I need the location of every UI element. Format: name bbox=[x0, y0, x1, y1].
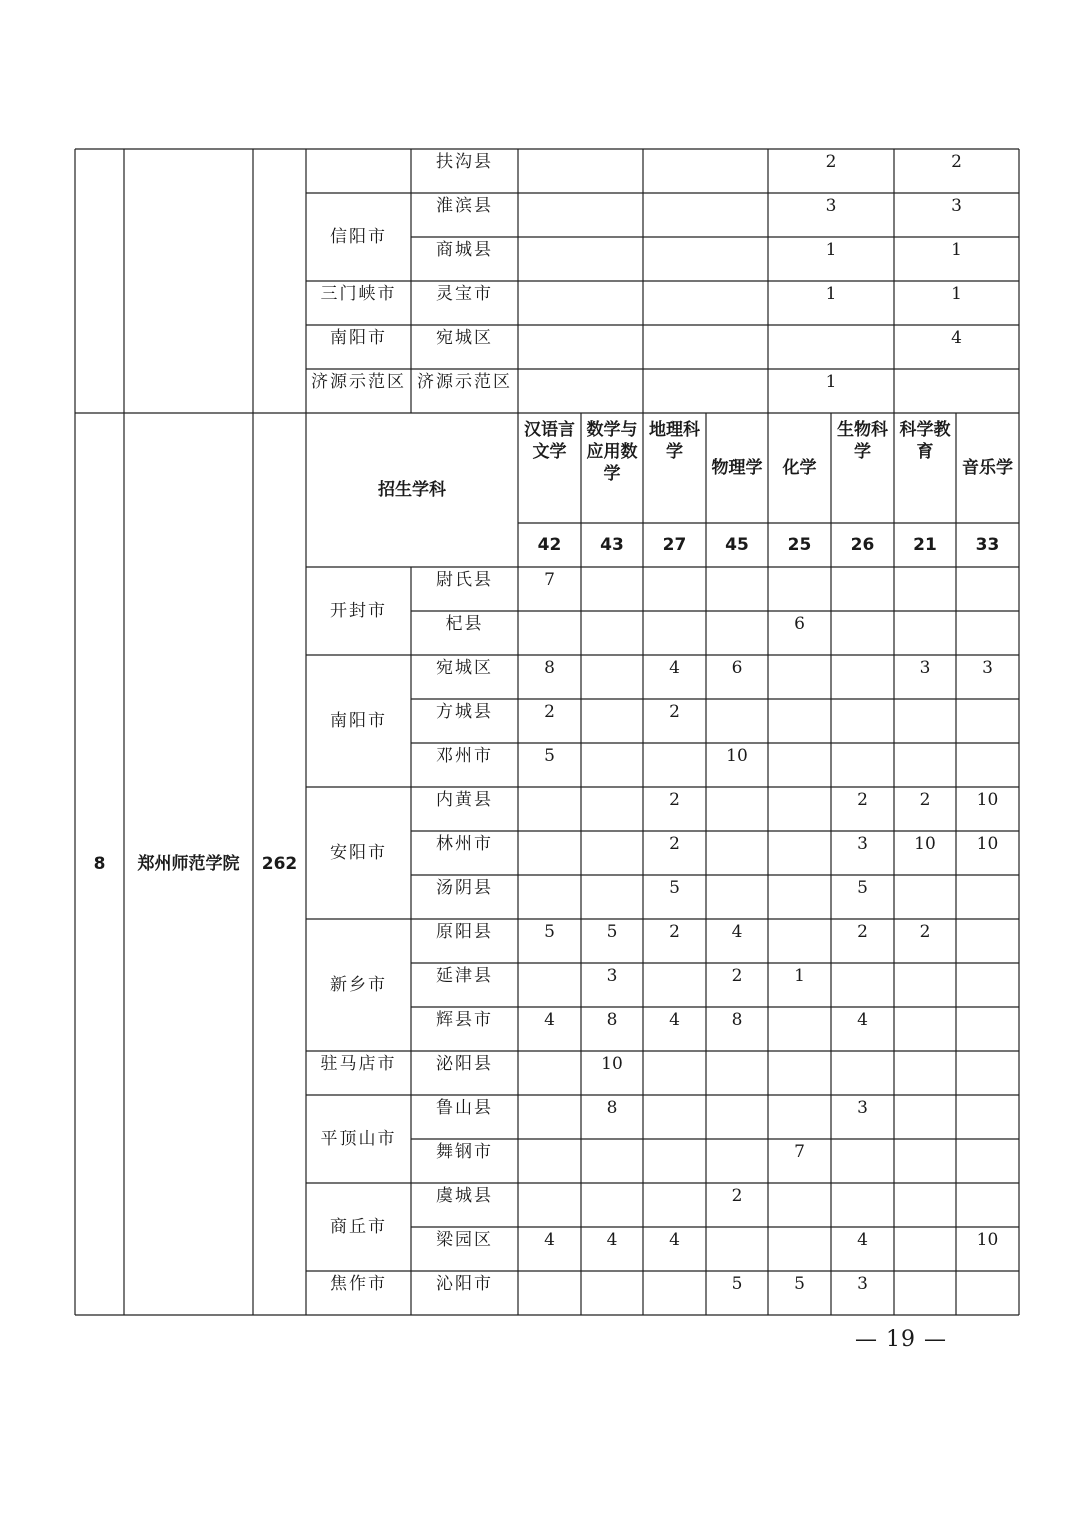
county-cell: 汤阴县 bbox=[436, 878, 493, 898]
value-cell bbox=[581, 1183, 643, 1227]
value-cell: 3 bbox=[982, 658, 993, 678]
value-cell bbox=[894, 611, 956, 655]
subject-header: 化学 bbox=[782, 458, 817, 478]
value-cell: 10 bbox=[976, 834, 999, 854]
value-cell bbox=[956, 743, 1019, 787]
value-cell: 2 bbox=[857, 922, 868, 942]
value-cell: 10 bbox=[601, 1054, 623, 1074]
value-cell: 10 bbox=[976, 790, 999, 810]
value-cell: 4 bbox=[669, 1010, 680, 1030]
value-cell: 4 bbox=[606, 1230, 618, 1250]
value-cell: 2 bbox=[825, 152, 837, 172]
value-cell bbox=[518, 611, 581, 655]
value-cell bbox=[894, 1183, 956, 1227]
value-cell: 2 bbox=[669, 790, 680, 810]
value-cell bbox=[581, 1271, 643, 1315]
value-cell bbox=[518, 281, 643, 325]
county-cell: 鲁山县 bbox=[436, 1098, 493, 1118]
value-cell bbox=[706, 831, 768, 875]
value-cell: 1 bbox=[825, 240, 837, 260]
county-cell: 舞钢市 bbox=[436, 1142, 493, 1162]
value-cell: 6 bbox=[731, 658, 743, 678]
value-cell bbox=[768, 1095, 831, 1139]
value-cell: 3 bbox=[857, 834, 868, 854]
subject-total: 43 bbox=[600, 535, 624, 555]
value-cell bbox=[706, 699, 768, 743]
value-cell: 3 bbox=[606, 966, 618, 986]
value-cell: 2 bbox=[669, 702, 680, 722]
subject-total: 21 bbox=[913, 535, 937, 555]
value-cell bbox=[518, 1051, 581, 1095]
value-cell bbox=[894, 1095, 956, 1139]
subject-header: 地理科 学 bbox=[649, 420, 700, 462]
institution-index: 8 bbox=[93, 854, 106, 874]
county-cell: 扶沟县 bbox=[436, 152, 493, 172]
value-cell bbox=[518, 875, 581, 919]
value-cell bbox=[518, 1095, 581, 1139]
city-cell: 济源示范区 bbox=[311, 372, 406, 392]
value-cell: 8 bbox=[606, 1010, 618, 1030]
value-cell bbox=[518, 1183, 581, 1227]
subject-header: 数学与 应用数 学 bbox=[586, 420, 638, 484]
county-cell: 邓州市 bbox=[436, 746, 493, 766]
value-cell bbox=[894, 963, 956, 1007]
value-cell bbox=[706, 787, 768, 831]
value-cell bbox=[831, 963, 894, 1007]
value-cell bbox=[956, 1183, 1019, 1227]
value-cell bbox=[894, 369, 1019, 413]
value-cell bbox=[956, 919, 1019, 963]
value-cell bbox=[768, 787, 831, 831]
county-cell: 商城县 bbox=[436, 240, 493, 260]
county-cell: 方城县 bbox=[436, 702, 493, 722]
city-cell: 商丘市 bbox=[330, 1217, 387, 1237]
value-cell bbox=[643, 743, 706, 787]
county-cell: 杞县 bbox=[445, 614, 484, 634]
value-cell bbox=[831, 1139, 894, 1183]
value-cell: 6 bbox=[794, 614, 805, 634]
county-cell: 延津县 bbox=[436, 966, 493, 986]
institution-name: 郑州师范学院 bbox=[137, 854, 240, 874]
value-cell bbox=[518, 787, 581, 831]
value-cell bbox=[956, 1095, 1019, 1139]
value-cell: 8 bbox=[606, 1098, 618, 1118]
value-cell: 2 bbox=[857, 790, 868, 810]
value-cell: 10 bbox=[726, 746, 748, 766]
county-cell: 尉氏县 bbox=[436, 570, 493, 590]
value-cell bbox=[894, 1139, 956, 1183]
value-cell: 2 bbox=[919, 922, 931, 942]
value-cell: 7 bbox=[544, 570, 555, 590]
value-cell bbox=[643, 1271, 706, 1315]
value-cell bbox=[768, 567, 831, 611]
county-cell: 宛城区 bbox=[436, 658, 493, 678]
value-cell: 4 bbox=[857, 1230, 868, 1250]
value-cell bbox=[894, 1007, 956, 1051]
value-cell: 3 bbox=[919, 658, 931, 678]
value-cell bbox=[956, 1007, 1019, 1051]
value-cell: 8 bbox=[544, 658, 555, 678]
value-cell bbox=[768, 1007, 831, 1051]
value-cell bbox=[768, 655, 831, 699]
value-cell bbox=[706, 1139, 768, 1183]
value-cell bbox=[581, 831, 643, 875]
subject-header: 音乐学 bbox=[962, 458, 1013, 478]
institution-total: 262 bbox=[261, 854, 298, 874]
value-cell bbox=[894, 567, 956, 611]
county-cell: 宛城区 bbox=[436, 328, 493, 348]
value-cell bbox=[768, 743, 831, 787]
value-cell bbox=[581, 743, 643, 787]
subject-total: 33 bbox=[975, 535, 1000, 555]
value-cell: 5 bbox=[731, 1274, 743, 1294]
value-cell bbox=[518, 963, 581, 1007]
value-cell bbox=[894, 1227, 956, 1271]
value-cell: 5 bbox=[857, 878, 868, 898]
value-cell bbox=[518, 831, 581, 875]
city-cell: 开封市 bbox=[330, 601, 387, 621]
value-cell bbox=[518, 193, 643, 237]
value-cell: 8 bbox=[731, 1010, 743, 1030]
value-cell bbox=[894, 699, 956, 743]
value-cell bbox=[956, 1271, 1019, 1315]
value-cell: 10 bbox=[914, 834, 936, 854]
city-cell: 新乡市 bbox=[330, 975, 387, 995]
value-cell bbox=[581, 1139, 643, 1183]
value-cell bbox=[643, 1139, 706, 1183]
value-cell bbox=[706, 1051, 768, 1095]
value-cell: 2 bbox=[951, 152, 962, 172]
value-cell bbox=[768, 325, 894, 369]
value-cell: 4 bbox=[544, 1230, 555, 1250]
value-cell bbox=[643, 369, 768, 413]
value-cell bbox=[581, 875, 643, 919]
value-cell bbox=[643, 1095, 706, 1139]
value-cell bbox=[518, 1139, 581, 1183]
value-cell: 4 bbox=[669, 1230, 680, 1250]
value-cell: 4 bbox=[669, 658, 680, 678]
subject-header: 汉语言 文学 bbox=[524, 420, 575, 462]
value-cell bbox=[956, 699, 1019, 743]
value-cell bbox=[518, 149, 643, 193]
value-cell: 2 bbox=[544, 702, 555, 722]
value-cell: 2 bbox=[919, 790, 931, 810]
value-cell: 5 bbox=[544, 746, 555, 766]
value-cell: 3 bbox=[825, 196, 837, 216]
value-cell bbox=[643, 281, 768, 325]
value-cell bbox=[831, 743, 894, 787]
county-cell: 原阳县 bbox=[436, 922, 493, 942]
value-cell bbox=[581, 567, 643, 611]
value-cell: 2 bbox=[669, 834, 680, 854]
county-cell: 内黄县 bbox=[436, 790, 493, 810]
value-cell bbox=[831, 1051, 894, 1095]
value-cell bbox=[643, 567, 706, 611]
value-cell: 5 bbox=[606, 922, 618, 942]
county-cell: 泌阳县 bbox=[436, 1054, 493, 1074]
value-cell: 5 bbox=[669, 878, 680, 898]
value-cell: 1 bbox=[825, 372, 837, 392]
value-cell bbox=[706, 567, 768, 611]
value-cell bbox=[894, 743, 956, 787]
subject-total: 25 bbox=[787, 535, 812, 555]
value-cell: 7 bbox=[794, 1142, 805, 1162]
value-cell bbox=[706, 611, 768, 655]
value-cell bbox=[518, 325, 643, 369]
value-cell bbox=[643, 1183, 706, 1227]
value-cell bbox=[831, 567, 894, 611]
value-cell bbox=[768, 1051, 831, 1095]
subject-header: 科学教 育 bbox=[899, 420, 951, 462]
value-cell bbox=[643, 193, 768, 237]
value-cell: 2 bbox=[731, 966, 743, 986]
city-cell: 平顶山市 bbox=[320, 1129, 397, 1149]
value-cell bbox=[518, 369, 643, 413]
value-cell: 1 bbox=[794, 966, 805, 986]
city-cell: 信阳市 bbox=[330, 227, 387, 247]
value-cell bbox=[894, 1051, 956, 1095]
county-cell: 沁阳市 bbox=[436, 1274, 493, 1294]
value-cell: 5 bbox=[794, 1274, 805, 1294]
value-cell bbox=[643, 1051, 706, 1095]
value-cell bbox=[768, 699, 831, 743]
value-cell: 3 bbox=[951, 196, 962, 216]
subject-total: 27 bbox=[662, 535, 687, 555]
value-cell bbox=[956, 1051, 1019, 1095]
value-cell: 1 bbox=[951, 240, 962, 260]
value-cell bbox=[706, 1227, 768, 1271]
subjects-label: 招生学科 bbox=[378, 480, 446, 500]
value-cell: 4 bbox=[731, 922, 743, 942]
value-cell bbox=[768, 919, 831, 963]
value-cell bbox=[956, 1139, 1019, 1183]
value-cell bbox=[894, 875, 956, 919]
value-cell bbox=[706, 1095, 768, 1139]
value-cell: 4 bbox=[544, 1010, 555, 1030]
city-cell: 焦作市 bbox=[330, 1274, 387, 1294]
value-cell: 3 bbox=[857, 1274, 868, 1294]
value-cell bbox=[518, 237, 643, 281]
value-cell: 2 bbox=[669, 922, 680, 942]
value-cell: 10 bbox=[976, 1230, 999, 1250]
value-cell bbox=[831, 611, 894, 655]
value-cell bbox=[581, 611, 643, 655]
value-cell bbox=[581, 699, 643, 743]
value-cell bbox=[643, 149, 768, 193]
subject-header: 物理学 bbox=[711, 458, 763, 478]
value-cell bbox=[768, 875, 831, 919]
value-cell: 2 bbox=[731, 1186, 743, 1206]
county-cell: 辉县市 bbox=[436, 1010, 493, 1030]
county-cell: 梁园区 bbox=[436, 1230, 493, 1250]
value-cell bbox=[956, 875, 1019, 919]
city-cell: 驻马店市 bbox=[320, 1054, 397, 1074]
value-cell bbox=[831, 655, 894, 699]
value-cell bbox=[768, 831, 831, 875]
city-cell: 南阳市 bbox=[330, 711, 387, 731]
value-cell: 1 bbox=[825, 284, 837, 304]
value-cell: 4 bbox=[951, 328, 962, 348]
subject-total: 45 bbox=[725, 535, 749, 555]
value-cell bbox=[643, 325, 768, 369]
value-cell bbox=[831, 699, 894, 743]
value-cell bbox=[768, 1227, 831, 1271]
value-cell bbox=[706, 875, 768, 919]
city-cell: 三门峡市 bbox=[320, 284, 397, 304]
county-cell: 虞城县 bbox=[436, 1186, 493, 1206]
county-cell: 灵宝市 bbox=[436, 284, 493, 304]
subject-total: 42 bbox=[537, 535, 562, 555]
county-cell: 淮滨县 bbox=[436, 196, 493, 216]
value-cell bbox=[956, 963, 1019, 1007]
page-number: — 19 — bbox=[855, 1327, 947, 1352]
value-cell bbox=[643, 963, 706, 1007]
value-cell bbox=[956, 567, 1019, 611]
value-cell bbox=[518, 1271, 581, 1315]
value-cell bbox=[894, 1271, 956, 1315]
city-cell: 安阳市 bbox=[330, 843, 387, 863]
value-cell: 5 bbox=[544, 922, 555, 942]
subject-header: 生物科 学 bbox=[837, 420, 888, 462]
county-cell: 林州市 bbox=[436, 834, 493, 854]
subject-total: 26 bbox=[850, 535, 875, 555]
value-cell: 3 bbox=[857, 1098, 868, 1118]
value-cell bbox=[956, 611, 1019, 655]
value-cell: 1 bbox=[951, 284, 962, 304]
value-cell bbox=[643, 611, 706, 655]
value-cell: 4 bbox=[857, 1010, 868, 1030]
value-cell bbox=[643, 237, 768, 281]
city-cell: 南阳市 bbox=[330, 328, 387, 348]
county-cell: 济源示范区 bbox=[417, 372, 512, 392]
value-cell bbox=[768, 1183, 831, 1227]
value-cell bbox=[581, 655, 643, 699]
value-cell bbox=[581, 787, 643, 831]
value-cell bbox=[831, 1183, 894, 1227]
